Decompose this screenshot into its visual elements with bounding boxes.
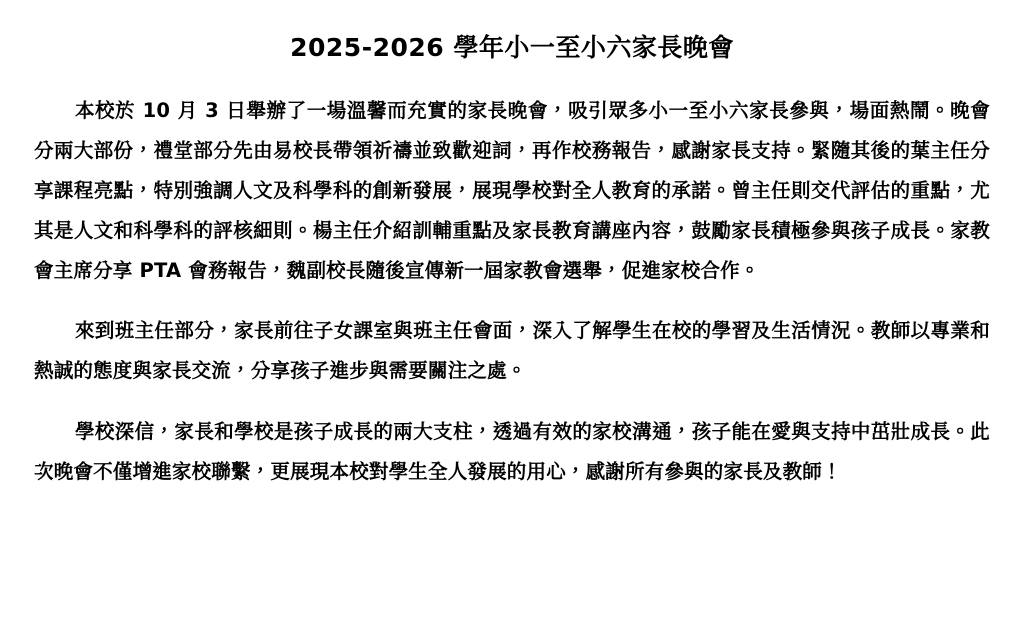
paragraph-3: 學校深信，家長和學校是孩子成長的兩大支柱，透過有效的家校溝通，孩子能在愛與支持中茁壯成長。此次晚會不僅增進家校聯繫，更展現本校對學生全人發展的用心，感謝所有參與的家長及教師！ <box>34 419 990 483</box>
document-body <box>28 91 996 492</box>
paragraph-1: 本校於 10 月 3 日舉辦了一場溫馨而充實的家長晚會，吸引眾多小一至小六家長參與，場面熱鬧。晚會分兩大部份，禮堂部分先由易校長帶領祈禱並致歡迎詞，再作校務報告，感謝家長支持。緊隨其後的葉主任分享課程亮點，特別強調人文及科學科的創新發展，展現學校對全人教育的承諾。曾主任則交代評估的重點，尤其是人文和科學科的評核細則。楊主任介紹訓輔重點及家長教育講座內容，鼓勵家長積極參與孩子成長。家教會主席分享 PTA 會務報告，魏副校長隨後宣傳新一屆家教會選舉，促進家校合作。 <box>34 98 990 283</box>
page-title: 2025-2026 學年小一至小六家長晚會 <box>290 33 734 62</box>
paragraph-2: 來到班主任部分，家長前往子女課室與班主任會面，深入了解學生在校的學習及生活情況。教師以專業和熱誠的態度與家長交流，分享孩子進步與需要關注之處。 <box>34 319 990 383</box>
